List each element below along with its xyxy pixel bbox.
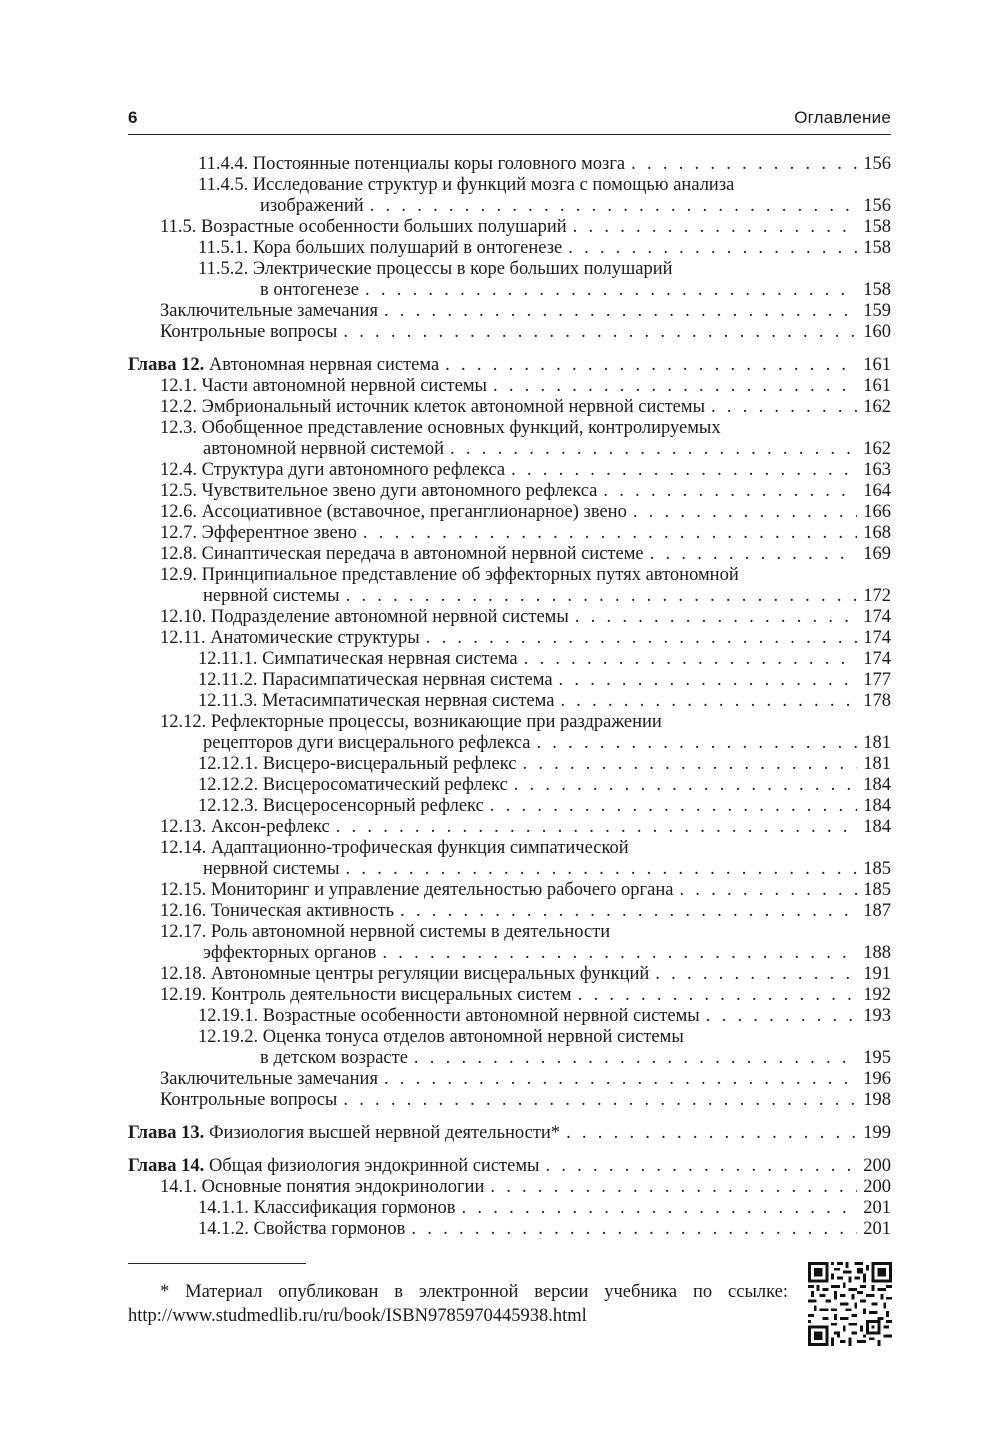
toc-entry-title [160, 922, 610, 943]
toc-line [128, 544, 891, 565]
toc-entry-title [160, 607, 569, 628]
dot-leader [559, 670, 858, 691]
toc-title-text: 11.4.4. Постоянные потенциалы коры головного мозга [198, 154, 626, 174]
dot-leader [524, 649, 858, 670]
toc-entry-title [198, 175, 734, 196]
toc-entry-title [160, 544, 644, 565]
toc-line [128, 607, 891, 628]
dot-leader [426, 628, 858, 649]
toc-line [128, 670, 891, 691]
toc-entry[interactable] [128, 838, 891, 880]
toc-title-text: 12.11. Анатомические структуры [160, 628, 420, 648]
toc-title-text: автономной нервной системой [203, 439, 445, 459]
toc-line [128, 733, 891, 754]
toc-entry-title [160, 217, 567, 238]
toc-line [128, 397, 891, 418]
toc-page-number: 161 [863, 355, 891, 375]
toc-line [128, 460, 891, 481]
toc-line [128, 775, 891, 796]
dot-leader [462, 1198, 858, 1219]
toc-page-number: 158 [863, 280, 891, 300]
toc-title-text: Контрольные вопросы [160, 322, 338, 342]
toc-entry-title [128, 355, 439, 376]
toc-title-text: 12.14. Адаптационно-трофическая функция симпатической [160, 838, 629, 858]
toc-entry-title [198, 775, 508, 796]
dot-leader [490, 796, 857, 817]
dot-leader [679, 880, 857, 901]
toc-entry-title [160, 901, 394, 922]
toc-title-text: нервной системы [203, 859, 340, 879]
toc-entry-title [160, 1177, 484, 1198]
toc-line [128, 322, 891, 343]
toc-title-text: Контрольные вопросы [160, 1090, 338, 1110]
toc-page-number: 169 [863, 544, 891, 564]
toc-line [128, 901, 891, 922]
toc-entry[interactable] [128, 985, 891, 1006]
toc-entry[interactable] [128, 880, 891, 901]
dot-leader [575, 607, 857, 628]
toc-line [128, 1177, 891, 1198]
toc-chapter[interactable] [128, 1156, 891, 1177]
toc-entry[interactable] [128, 154, 891, 175]
dot-leader [706, 1006, 858, 1027]
toc-entry-title [198, 1027, 684, 1048]
toc-entry[interactable] [128, 901, 891, 922]
toc-title-text: 12.3. Обобщенное представление основных функций, контролируемых [160, 418, 721, 438]
toc-page-number: 201 [863, 1198, 891, 1218]
toc-line [128, 1219, 891, 1240]
toc-line [128, 565, 891, 586]
toc-entry-title [260, 280, 359, 301]
toc-entry[interactable] [128, 796, 891, 817]
toc-entry[interactable] [128, 670, 891, 691]
toc-title-text: 12.12. Рефлекторные процессы, возникающие при раздражении [160, 712, 662, 732]
dot-leader [450, 439, 857, 460]
dot-leader [522, 754, 857, 775]
dot-leader [573, 217, 858, 238]
toc-entry-title [160, 712, 662, 733]
toc-line [128, 1090, 891, 1111]
toc-page-number: 181 [863, 754, 891, 774]
toc-line [128, 523, 891, 544]
toc-entry-title [160, 628, 420, 649]
toc-entry[interactable] [128, 1198, 891, 1219]
toc-entry-title [128, 1123, 560, 1144]
toc-entry-title [198, 259, 673, 280]
toc-page-number: 168 [863, 523, 891, 543]
toc-page-number: 184 [863, 796, 891, 816]
chapter-label: Глава 14. [128, 1156, 205, 1176]
toc-title-text: 12.1. Части автономной нервной системы [160, 376, 487, 396]
dot-leader [711, 397, 857, 418]
toc-entry-title [160, 838, 629, 859]
toc-title-text: Автономная нервная система [204, 355, 440, 375]
dot-leader [445, 355, 857, 376]
toc-entry-title [160, 502, 627, 523]
toc-page-number: 178 [863, 691, 891, 711]
toc-page-number: 184 [863, 817, 891, 837]
toc-entry-title [198, 649, 518, 670]
toc-entry-title [198, 238, 562, 259]
toc-page-number: 200 [863, 1177, 891, 1197]
toc-line [128, 502, 891, 523]
toc-entry[interactable] [128, 418, 891, 460]
toc-title-text: 12.11.1. Симпатическая нервная система [198, 649, 518, 669]
toc-line [128, 880, 891, 901]
toc-line [128, 1027, 891, 1048]
toc-entry[interactable] [128, 1177, 891, 1198]
toc-entry-title [198, 1219, 405, 1240]
toc-title-text: 12.2. Эмбриональный источник клеток автономной нервной системы [160, 397, 706, 417]
dot-leader [536, 733, 857, 754]
toc-line [128, 418, 891, 439]
toc-entry[interactable] [128, 712, 891, 754]
dot-leader [650, 544, 858, 565]
dot-leader [514, 775, 858, 796]
toc-entry[interactable] [128, 565, 891, 607]
toc-title-text: 11.5.2. Электрические процессы в коре больших полушарий [198, 259, 673, 279]
toc-page-number: 185 [863, 880, 891, 900]
toc-entry[interactable] [128, 397, 891, 418]
toc-title-text: 12.11.2. Парасимпатическая нервная система [198, 670, 553, 690]
toc-entry-title [160, 397, 705, 418]
toc-page-number: 192 [863, 985, 891, 1005]
toc-entry-title [198, 670, 553, 691]
toc-title-text: 12.16. Тоническая активность [160, 901, 395, 921]
toc-chapter[interactable] [128, 355, 891, 376]
toc-line [128, 175, 891, 196]
toc-entry-title [160, 523, 357, 544]
toc-title-text: 12.10. Подразделение автономной нервной системы [160, 607, 569, 627]
toc-entry-title [160, 565, 739, 586]
toc-page-number: 172 [863, 586, 891, 606]
toc-entry[interactable] [128, 754, 891, 775]
toc-chapter[interactable] [128, 1123, 891, 1144]
toc-page-number: 162 [863, 439, 891, 459]
toc-entry[interactable] [128, 217, 891, 238]
dot-leader [400, 901, 857, 922]
toc-page-number: 156 [863, 154, 891, 174]
toc-page-number: 191 [863, 964, 891, 984]
dot-leader [384, 301, 857, 322]
toc-page-number: 164 [863, 481, 891, 501]
toc-entry-title [160, 1090, 337, 1111]
toc-page-number: 174 [863, 649, 891, 669]
toc-page-number: 184 [863, 775, 891, 795]
toc-line [128, 817, 891, 838]
toc-entry[interactable] [128, 1219, 891, 1240]
toc-entry-title [203, 586, 340, 607]
toc-entry[interactable] [128, 481, 891, 502]
toc-line [128, 754, 891, 775]
chapter-label: Глава 13. [128, 1123, 205, 1143]
toc-entry[interactable] [128, 607, 891, 628]
toc-title-text: Общая физиология эндокринной системы [204, 1156, 540, 1176]
toc-title-text: 12.8. Синаптическая передача в автономной нервной системе [160, 544, 644, 564]
toc-title-text: нервной системы [203, 586, 340, 606]
dot-leader [633, 502, 857, 523]
toc-entry[interactable] [128, 376, 891, 397]
dot-leader [384, 1069, 857, 1090]
dot-leader [568, 238, 857, 259]
toc-page-number: 193 [863, 1006, 891, 1026]
dot-leader [346, 859, 858, 880]
toc-entry-title [203, 859, 340, 880]
toc-line [128, 943, 891, 964]
toc-line [128, 922, 891, 943]
toc-entry[interactable] [128, 691, 891, 712]
toc-title-text: 12.4. Структура дуги автономного рефлекса [160, 460, 506, 480]
toc-line [128, 259, 891, 280]
toc-line [128, 796, 891, 817]
toc-entry-title [160, 1069, 378, 1090]
toc-entry-title [203, 439, 444, 460]
toc-entry[interactable] [128, 460, 891, 481]
toc-title-text: 14.1.1. Классификация гормонов [198, 1198, 456, 1218]
running-header [128, 106, 891, 135]
toc-line [128, 217, 891, 238]
toc-entry[interactable] [128, 1006, 891, 1027]
toc-entry[interactable] [128, 238, 891, 259]
toc-entry-title [160, 880, 673, 901]
toc-entry-title [160, 964, 649, 985]
toc-page-number: 185 [863, 859, 891, 879]
toc-entry[interactable] [128, 628, 891, 649]
toc-line [128, 376, 891, 397]
toc-page-number: 156 [863, 196, 891, 216]
toc-entry[interactable] [128, 1027, 891, 1069]
page-number: 6 [128, 108, 138, 127]
toc-entry[interactable] [128, 817, 891, 838]
toc-entry[interactable] [128, 1069, 891, 1090]
toc-line [128, 238, 891, 259]
toc-title-text: 11.5. Возрастные особенности больших полушарий [160, 217, 567, 237]
toc-entry[interactable] [128, 301, 891, 322]
chapter-label: Глава 12. [128, 355, 205, 375]
toc-entry-title [160, 418, 721, 439]
toc-page-number: 166 [863, 502, 891, 522]
toc-page-number: 187 [863, 901, 891, 921]
dot-leader [655, 964, 857, 985]
toc-page-number: 158 [863, 217, 891, 237]
toc-entry-title [198, 754, 516, 775]
toc-page-number: 160 [863, 322, 891, 342]
toc-title-text: 11.5.1. Кора больших полушарий в онтогенезе [198, 238, 563, 258]
toc-title-text: 12.15. Мониторинг и управление деятельностью рабочего органа [160, 880, 674, 900]
toc-entry[interactable] [128, 523, 891, 544]
toc-entry-title [198, 796, 484, 817]
dot-leader [631, 154, 857, 175]
toc-entry[interactable] [128, 322, 891, 343]
dot-leader [493, 376, 857, 397]
dot-leader [363, 523, 857, 544]
toc-title-text: рецепторов дуги висцерального рефлекса [203, 733, 531, 753]
dot-leader [414, 1048, 857, 1069]
toc-title-text: 12.13. Аксон-рефлекс [160, 817, 330, 837]
toc-line [128, 649, 891, 670]
toc-title-text: 11.4.5. Исследование структур и функций мозга с помощью анализа [198, 175, 735, 195]
toc-title-text: Физиология высшей нервной деятельности* [204, 1123, 561, 1143]
toc-title-text: в детском возрасте [260, 1048, 408, 1068]
toc-line [128, 1006, 891, 1027]
toc-line [128, 301, 891, 322]
dot-leader [411, 1219, 857, 1240]
toc-entry[interactable] [128, 502, 891, 523]
dot-leader [490, 1177, 857, 1198]
toc-title-text: 12.12.1. Висцеро-висцеральный рефлекс [198, 754, 517, 774]
toc-title-text: 12.6. Ассоциативное (вставочное, преганглионарное) звено [160, 502, 627, 522]
toc-line [128, 1069, 891, 1090]
toc-entry[interactable] [128, 922, 891, 964]
dot-leader [545, 1156, 857, 1177]
table-of-contents [128, 154, 891, 1240]
toc-entry-title [198, 154, 625, 175]
toc-line [128, 1123, 891, 1144]
dot-leader [511, 460, 857, 481]
toc-title-text: в онтогенезе [260, 280, 360, 300]
footnote-link[interactable]: http://www.studmedlib.ru/ru/book/ISBN9785970445938.html [128, 1306, 587, 1326]
toc-entry-title [260, 196, 364, 217]
toc-line [128, 1156, 891, 1177]
toc-entry[interactable] [128, 775, 891, 796]
toc-title-text: 12.18. Автономные центры регуляции висцеральных функций [160, 964, 650, 984]
toc-line [128, 481, 891, 502]
toc-entry-title [160, 460, 505, 481]
toc-title-text: 12.7. Эфферентное звено [160, 523, 357, 543]
toc-title-text: Заключительные замечания [160, 1069, 378, 1089]
dot-leader [336, 817, 858, 838]
toc-line [128, 586, 891, 607]
toc-page-number: 158 [863, 238, 891, 258]
toc-line [128, 691, 891, 712]
toc-page-number: 195 [863, 1048, 891, 1068]
toc-page-number: 188 [863, 943, 891, 963]
dot-leader [343, 322, 857, 343]
toc-entry-title [198, 1198, 456, 1219]
toc-page-number: 200 [863, 1156, 891, 1176]
toc-entry-title [160, 376, 487, 397]
toc-line [128, 859, 891, 880]
toc-page-number: 163 [863, 460, 891, 480]
toc-line [128, 838, 891, 859]
toc-entry[interactable] [128, 259, 891, 301]
toc-entry[interactable] [128, 964, 891, 985]
toc-line [128, 196, 891, 217]
toc-entry[interactable] [128, 544, 891, 565]
toc-entry-title [128, 1156, 539, 1177]
toc-page-number: 177 [863, 670, 891, 690]
toc-title-text: 12.12.2. Висцеросоматический рефлекс [198, 775, 508, 795]
dot-leader [382, 943, 857, 964]
toc-page-number: 159 [863, 301, 891, 321]
running-title: Оглавление [794, 108, 891, 127]
toc-title-text: 12.19.1. Возрастные особенности автономной нервной системы [198, 1006, 700, 1026]
toc-title-text: 12.19.2. Оценка тонуса отделов автономной нервной системы [198, 1027, 684, 1047]
toc-page-number: 198 [863, 1090, 891, 1110]
toc-entry-title [160, 817, 330, 838]
toc-line [128, 1198, 891, 1219]
dot-leader [346, 586, 858, 607]
toc-page-number: 161 [863, 376, 891, 396]
toc-entry-title [198, 691, 554, 712]
toc-title-text: изображений [260, 196, 364, 216]
toc-entry-title [260, 1048, 408, 1069]
dot-leader [578, 985, 858, 1006]
toc-line [128, 712, 891, 733]
toc-page-number: 181 [863, 733, 891, 753]
toc-line [128, 628, 891, 649]
toc-page-number: 162 [863, 397, 891, 417]
toc-entry-title [160, 985, 572, 1006]
toc-entry-title [203, 733, 530, 754]
dot-leader [343, 1090, 857, 1111]
toc-title-text: Заключительные замечания [160, 301, 378, 321]
toc-entry[interactable] [128, 649, 891, 670]
dot-leader [566, 1123, 857, 1144]
toc-title-text: 12.5. Чувствительное звено дуги автономного рефлекса [160, 481, 598, 501]
toc-title-text: эффекторных органов [203, 943, 377, 963]
footnote-line: * Материал опубликован в электронной версии учебника по ссылке: [160, 1282, 788, 1302]
toc-line [128, 280, 891, 301]
toc-line [128, 985, 891, 1006]
toc-title-text: 12.9. Принципиальное представление об эффекторных путях автономной [160, 565, 739, 585]
dot-leader [603, 481, 857, 502]
toc-entry-title [203, 943, 376, 964]
toc-title-text: 14.1.2. Свойства гормонов [198, 1219, 406, 1239]
toc-entry-title [198, 1006, 700, 1027]
toc-page-number: 174 [863, 607, 891, 627]
dot-leader [365, 280, 857, 301]
toc-page-number: 196 [863, 1069, 891, 1089]
footnote-divider [128, 1263, 306, 1264]
toc-line [128, 154, 891, 175]
toc-entry-title [160, 481, 597, 502]
toc-line [128, 1048, 891, 1069]
toc-entry-title [160, 301, 378, 322]
footnote [128, 1280, 788, 1328]
qr-code-icon[interactable] [808, 1262, 892, 1346]
toc-line [128, 439, 891, 460]
toc-title-text: 12.11.3. Метасимпатическая нервная система [198, 691, 555, 711]
dot-leader [560, 691, 857, 712]
toc-entry[interactable] [128, 175, 891, 217]
toc-title-text: 14.1. Основные понятия эндокринологии [160, 1177, 485, 1197]
toc-line [128, 964, 891, 985]
toc-line [128, 355, 891, 376]
toc-entry-title [160, 322, 337, 343]
toc-page-number: 174 [863, 628, 891, 648]
dot-leader [370, 196, 858, 217]
toc-page-number: 201 [863, 1219, 891, 1239]
toc-page-number: 199 [863, 1123, 891, 1143]
toc-title-text: 12.12.3. Висцеросенсорный рефлекс [198, 796, 484, 816]
toc-title-text: 12.19. Контроль деятельности висцеральных систем [160, 985, 572, 1005]
toc-entry[interactable] [128, 1090, 891, 1111]
toc-title-text: 12.17. Роль автономной нервной системы в деятельности [160, 922, 611, 942]
